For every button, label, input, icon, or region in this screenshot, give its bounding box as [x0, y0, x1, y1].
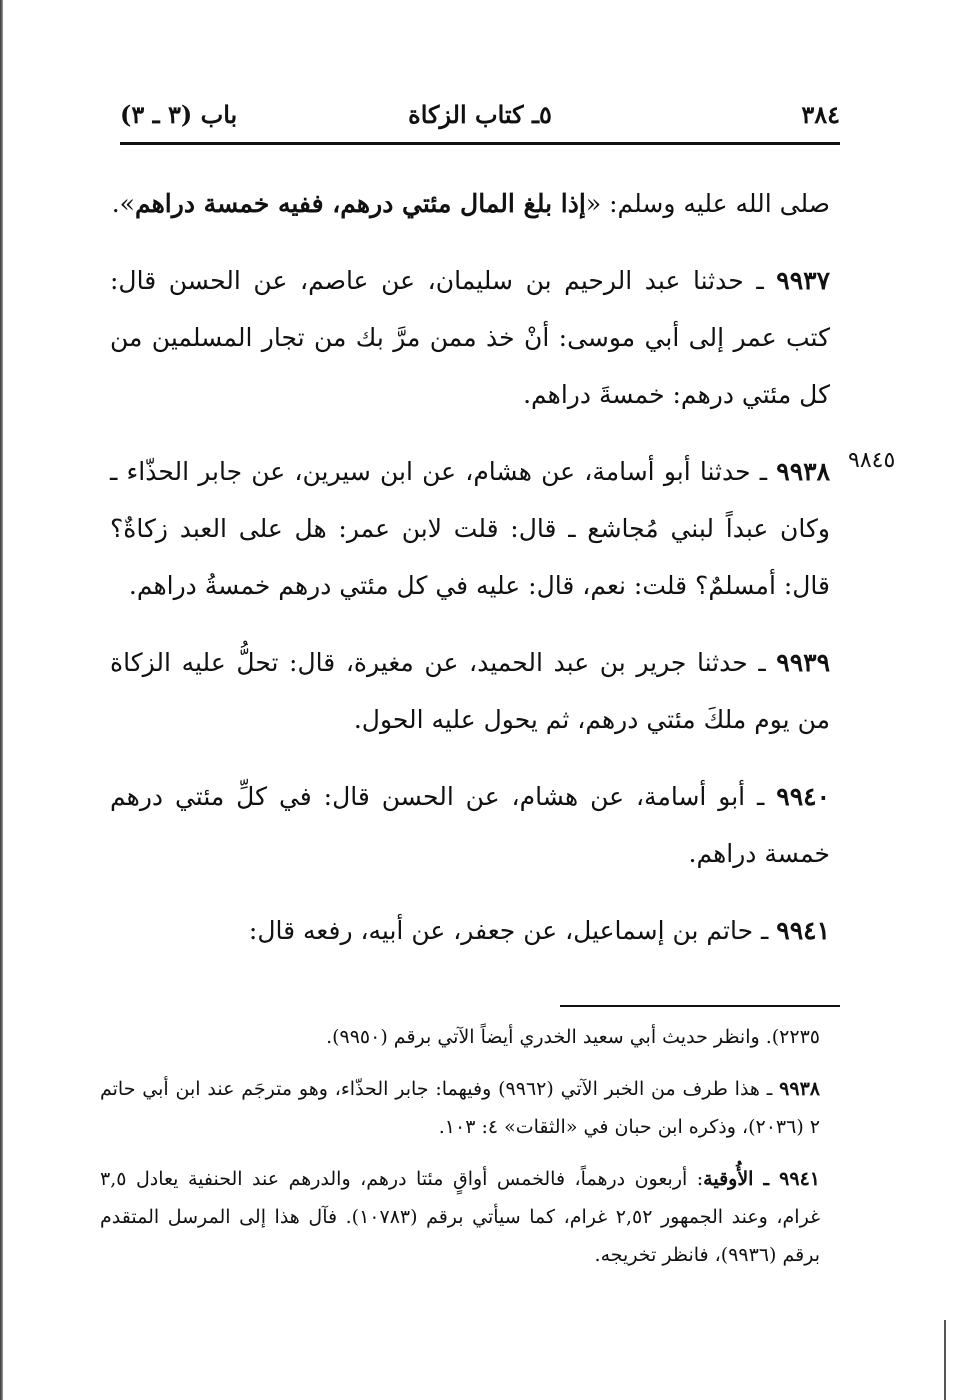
hadith-number: ٩٩٣٧	[776, 266, 830, 295]
scan-edge	[0, 0, 3, 1400]
paragraph	[110, 252, 830, 423]
paragraph	[110, 175, 830, 232]
header-rule	[120, 142, 840, 145]
paragraph-tail: ».	[111, 189, 135, 218]
chapter-label: باب (٣ ـ ٣)	[120, 100, 238, 129]
hadith-number: ٩٩٣٨	[776, 457, 830, 486]
paragraph	[110, 768, 830, 882]
paragraph-text: ـ حدثنا أبو أسامة، عن هشام، عن ابن سيرين، عن جابر الحذّاء ـ وكان عبداً لبني مُجاشع ـ قال: قلت لابن عمر: هل على العبد زكاةٌ؟ قال: أمسلمٌ؟ قلت: نعم، قال: عليه في كل مئتي درهم خمسةُ دراهم.	[110, 457, 830, 600]
paragraph-text: ـ حاتم بن إسماعيل، عن جعفر، عن أبيه، رفعه قال:	[248, 916, 777, 945]
paragraph-text: ـ حدثنا جرير بن عبد الحميد، عن مغيرة، قال: تحلُّ عليه الزكاة من يوم ملكَ مئتي درهم، ثم يحول عليه الحول.	[110, 648, 830, 734]
footnote-text: ـ هذا طرف من الخبر الآتي (٩٩٦٢) وفيهما: جابر الحذّاء، وهو مترجَم عند ابن أبي حاتم ٢ (٢٠٣٦)، وذكره ابن حبان في «الثقات» ٤: ١٠٣.	[100, 1078, 820, 1138]
hadith-number: ٩٩٣٩	[776, 648, 830, 677]
page-number: ٣٨٤	[801, 100, 840, 129]
book-title: ٥ـ كتاب الزكاة	[408, 100, 552, 129]
footnote-rule	[560, 1005, 840, 1007]
scan-edge	[944, 1320, 946, 1400]
footnote	[100, 1018, 820, 1056]
paragraph-text: ـ حدثنا عبد الرحيم بن سليمان، عن عاصم، عن الحسن قال: كتب عمر إلى أبي موسى: أنْ خذ ممن مرَّ بك من تجار المسلمين من كل مئتي درهم: خمسةَ دراهم.	[110, 266, 830, 409]
footnote-text: ٢٢٣٥). وانظر حديث أبي سعيد الخدري أيضاً الآتي برقم (٩٩٥٠).	[326, 1026, 820, 1048]
footnote-head: ٩٩٤١ ـ الأُوقية	[703, 1168, 820, 1190]
main-text	[110, 175, 830, 979]
footnote	[100, 1160, 820, 1274]
footnotes	[100, 1018, 820, 1288]
paragraph	[110, 902, 830, 959]
hadith-number: ٩٩٤١	[776, 916, 830, 945]
margin-reference-number: ٩٨٤٥	[848, 448, 896, 473]
footnote	[100, 1070, 820, 1146]
hadith-quote: إذا بلغ المال مئتي درهم، ففيه خمسة دراهم	[134, 189, 586, 218]
paragraph	[110, 443, 830, 614]
paragraph-text: ـ أبو أسامة، عن هشام، عن الحسن قال: في كلِّ مئتي درهم خمسة دراهم.	[110, 782, 830, 868]
running-header	[120, 100, 840, 140]
footnote-text: : أربعون درهماً، فالخمس أواقٍ مئتا درهم، والدرهم عند الحنفية يعادل ٣,٥ غرام، وعند الجمهور ٢,٥٢ غرام، كما سيأتي برقم (١٠٧٨٣). فآل هذا إلى المرسل المتقدم برقم (٩٩٣٦)، فانظر تخريجه.	[100, 1168, 821, 1266]
hadith-number: ٩٩٤٠	[776, 782, 830, 811]
paragraph-text: صلى الله عليه وسلم: «	[585, 189, 830, 218]
footnote-head: ٩٩٣٨	[779, 1078, 820, 1100]
paragraph	[110, 634, 830, 748]
